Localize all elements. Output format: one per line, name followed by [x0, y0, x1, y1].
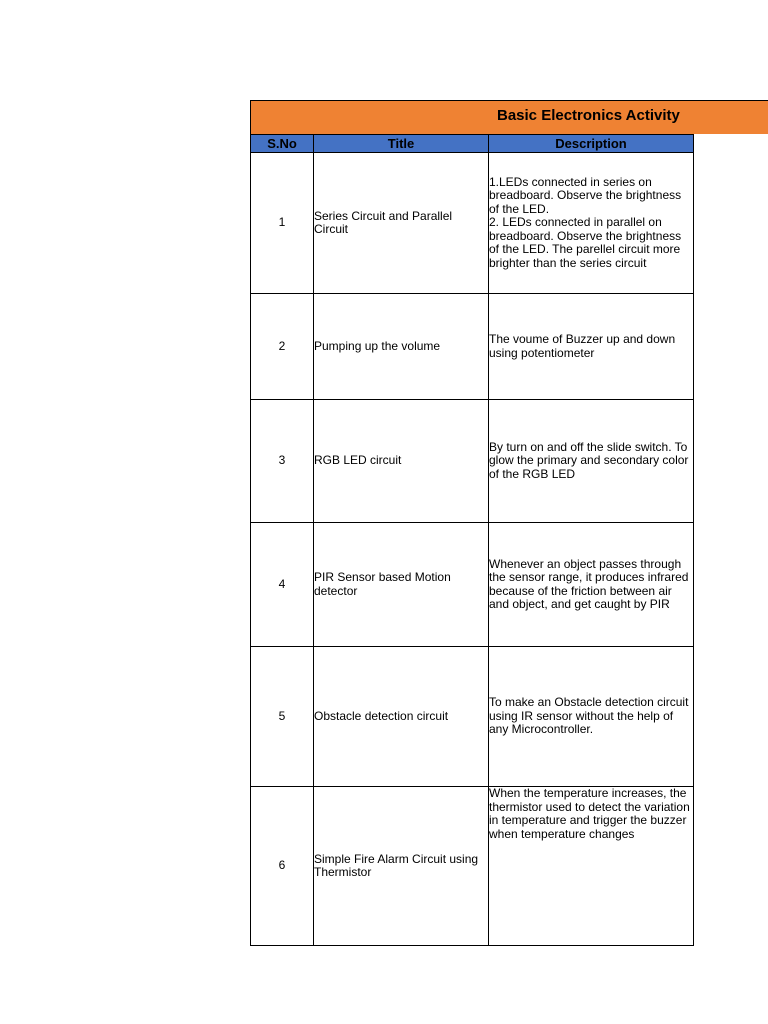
sno-cell[interactable]: 4	[251, 523, 314, 647]
table-row	[251, 400, 694, 523]
description-cell[interactable]: 1.LEDs connected in series on breadboard. Observe the brightness of the LED. 2. LEDs connected in parallel on breadboard. Observe the brightness of the LED. The parellel circuit more brighter than the series circuit	[489, 153, 694, 294]
table-row	[251, 523, 694, 647]
description-cell[interactable]: To make an Obstacle detection circuit using IR sensor without the help of any Microcontroller.	[489, 647, 694, 787]
description-cell[interactable]: Whenever an object passes through the sensor range, it produces infrared because of the friction between air and object, and get caught by PIR	[489, 523, 694, 647]
title-cell[interactable]: RGB LED circuit	[314, 400, 489, 523]
header-row	[251, 135, 694, 153]
table-row	[251, 294, 694, 400]
title-cell[interactable]: Simple Fire Alarm Circuit using Thermistor	[314, 787, 489, 946]
sheet-title: Basic Electronics Activity	[497, 107, 680, 124]
table-row	[251, 787, 694, 946]
sno-cell[interactable]: 1	[251, 153, 314, 294]
description-cell[interactable]: When the temperature increases, the thermistor used to detect the variation in temperature and trigger the buzzer when temperature changes	[489, 787, 694, 946]
sno-cell[interactable]: 6	[251, 787, 314, 946]
sno-cell[interactable]: 5	[251, 647, 314, 787]
column-header-sno[interactable]: S.No	[251, 135, 314, 153]
title-cell[interactable]: Series Circuit and Parallel Circuit	[314, 153, 489, 294]
title-cell[interactable]: Pumping up the volume	[314, 294, 489, 400]
title-cell[interactable]: Obstacle detection circuit	[314, 647, 489, 787]
table-row	[251, 153, 694, 294]
title-cell[interactable]: PIR Sensor based Motion detector	[314, 523, 489, 647]
column-header-description[interactable]: Description	[489, 135, 694, 153]
sno-cell[interactable]: 2	[251, 294, 314, 400]
activity-table	[250, 134, 694, 946]
title-bar	[250, 100, 768, 134]
column-header-title[interactable]: Title	[314, 135, 489, 153]
description-cell[interactable]: By turn on and off the slide switch. To glow the primary and secondary color of the RGB LED	[489, 400, 694, 523]
table-row	[251, 647, 694, 787]
sno-cell[interactable]: 3	[251, 400, 314, 523]
description-cell[interactable]: The voume of Buzzer up and down using potentiometer	[489, 294, 694, 400]
